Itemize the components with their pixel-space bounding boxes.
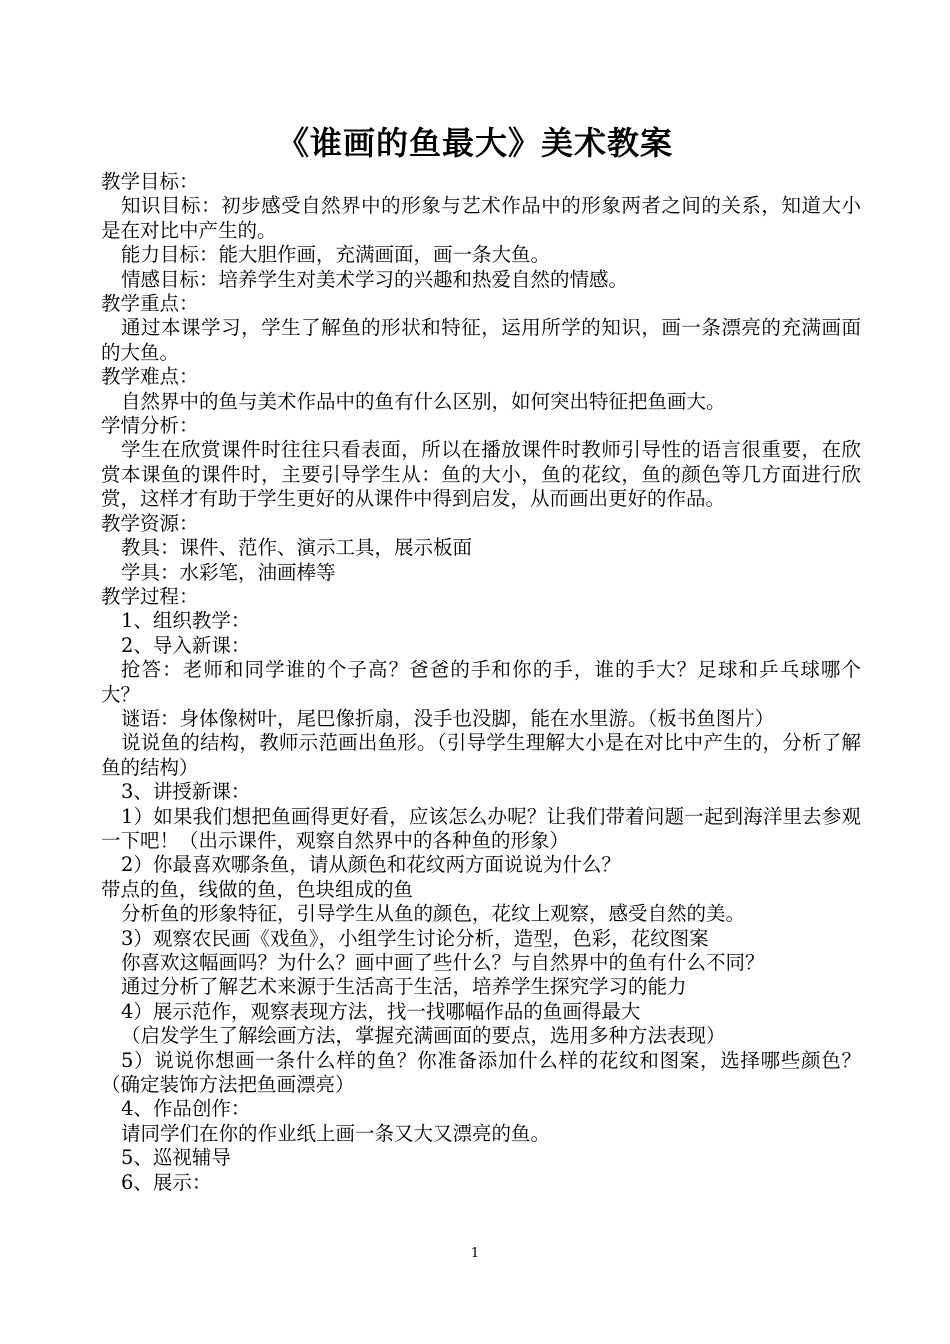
paragraph: 说说鱼的结构，教师示范画出鱼形。（引导学生理解大小是在对比中产生的，分析了解鱼的结构） — [101, 731, 861, 779]
paragraph: 5、巡视辅导 — [121, 1146, 231, 1170]
paragraph: 教学难点： — [101, 365, 199, 389]
paragraph: （启发学生了解绘画方法，掌握充满画面的要点，选用多种方法表现） — [121, 1024, 726, 1048]
paragraph: 学具：水彩笔，油画棒等 — [121, 560, 336, 584]
paragraph: 教具：课件、范作、演示工具，展示板面 — [121, 536, 473, 560]
paragraph: 6、展示： — [121, 1170, 212, 1194]
paragraph: 3）观察农民画《戏鱼》，小组学生讨论分析，造型，色彩，花纹图案 — [121, 926, 709, 950]
paragraph: 分析鱼的形象特征，引导学生从鱼的颜色，花纹上观察，感受自然的美。 — [121, 902, 746, 926]
paragraph: 知识目标：初步感受自然界中的形象与艺术作品中的形象两者之间的关系，知道大小是在对比中产生的。 — [101, 194, 861, 242]
paragraph: 抢答：老师和同学谁的个子高？爸爸的手和你的手，谁的手大？足球和乒乓球哪个大？ — [101, 658, 861, 706]
paragraph: 教学过程： — [101, 584, 199, 608]
document-title: 《谁画的鱼最大》美术教案 — [276, 124, 673, 162]
paragraph: 4、作品创作： — [121, 1097, 251, 1121]
paragraph: 2、导入新课： — [121, 633, 251, 657]
paragraph: 带点的鱼，线做的鱼，色块组成的鱼 — [101, 877, 414, 901]
paragraph: 自然界中的鱼与美术作品中的鱼有什么区别，如何突出特征把鱼画大。 — [121, 389, 726, 413]
document-body — [101, 170, 861, 1195]
paragraph: 通过分析了解艺术来源于生活高于生活，培养学生探究学习的能力 — [121, 975, 687, 999]
paragraph: 1）如果我们想把鱼画得更好看，应该怎么办呢？让我们带着问题一起到海洋里去参观一下吧！（出示课件，观察自然界中的各种鱼的形象） — [101, 804, 861, 852]
paragraph: 4）展示范作，观察表现方法，找一找哪幅作品的鱼画得最大 — [121, 999, 641, 1023]
paragraph: 学生在欣赏课件时往往只看表面，所以在播放课件时教师引导性的语言很重要，在欣赏本课鱼的课件时，主要引导学生从：鱼的大小，鱼的花纹，鱼的颜色等几方面进行欣赏，这样才有助于学生更好的从课件中得到启发，从而画出更好的作品。 — [101, 438, 861, 511]
paragraph: 教学重点： — [101, 292, 199, 316]
paragraph: 教学目标： — [101, 170, 199, 193]
paragraph: 1、组织教学： — [121, 609, 251, 633]
paragraph: 学情分析： — [101, 414, 199, 438]
paragraph: 通过本课学习，学生了解鱼的形状和特征，运用所学的知识，画一条漂亮的充满画面的大鱼。 — [101, 316, 861, 364]
paragraph: 你喜欢这幅画吗？为什么？画中画了些什么？与自然界中的鱼有什么不同？ — [121, 951, 765, 974]
paragraph: 5）说说你想画一条什么样的鱼？你准备添加什么样的花纹和图案，选择哪些颜色？（确定装饰方法把鱼画漂亮） — [101, 1048, 861, 1097]
paragraph: 谜语：身体像树叶，尾巴像折扇，没手也没脚，能在水里游。（板书鱼图片） — [121, 706, 775, 730]
paragraph: 2）你最喜欢哪条鱼，请从颜色和花纹两方面说说为什么？ — [121, 853, 621, 877]
paragraph: 3、讲授新课： — [121, 780, 251, 804]
paragraph: 请同学们在你的作业纸上画一条又大又漂亮的鱼。 — [121, 1121, 551, 1145]
paragraph: 能力目标：能大胆作画，充满画面，画一条大鱼。 — [121, 243, 551, 267]
paragraph: 教学资源： — [101, 511, 199, 535]
paragraph: 情感目标：培养学生对美术学习的兴趣和热爱自然的情感。 — [121, 267, 629, 291]
page-number: 1 — [470, 1246, 480, 1261]
